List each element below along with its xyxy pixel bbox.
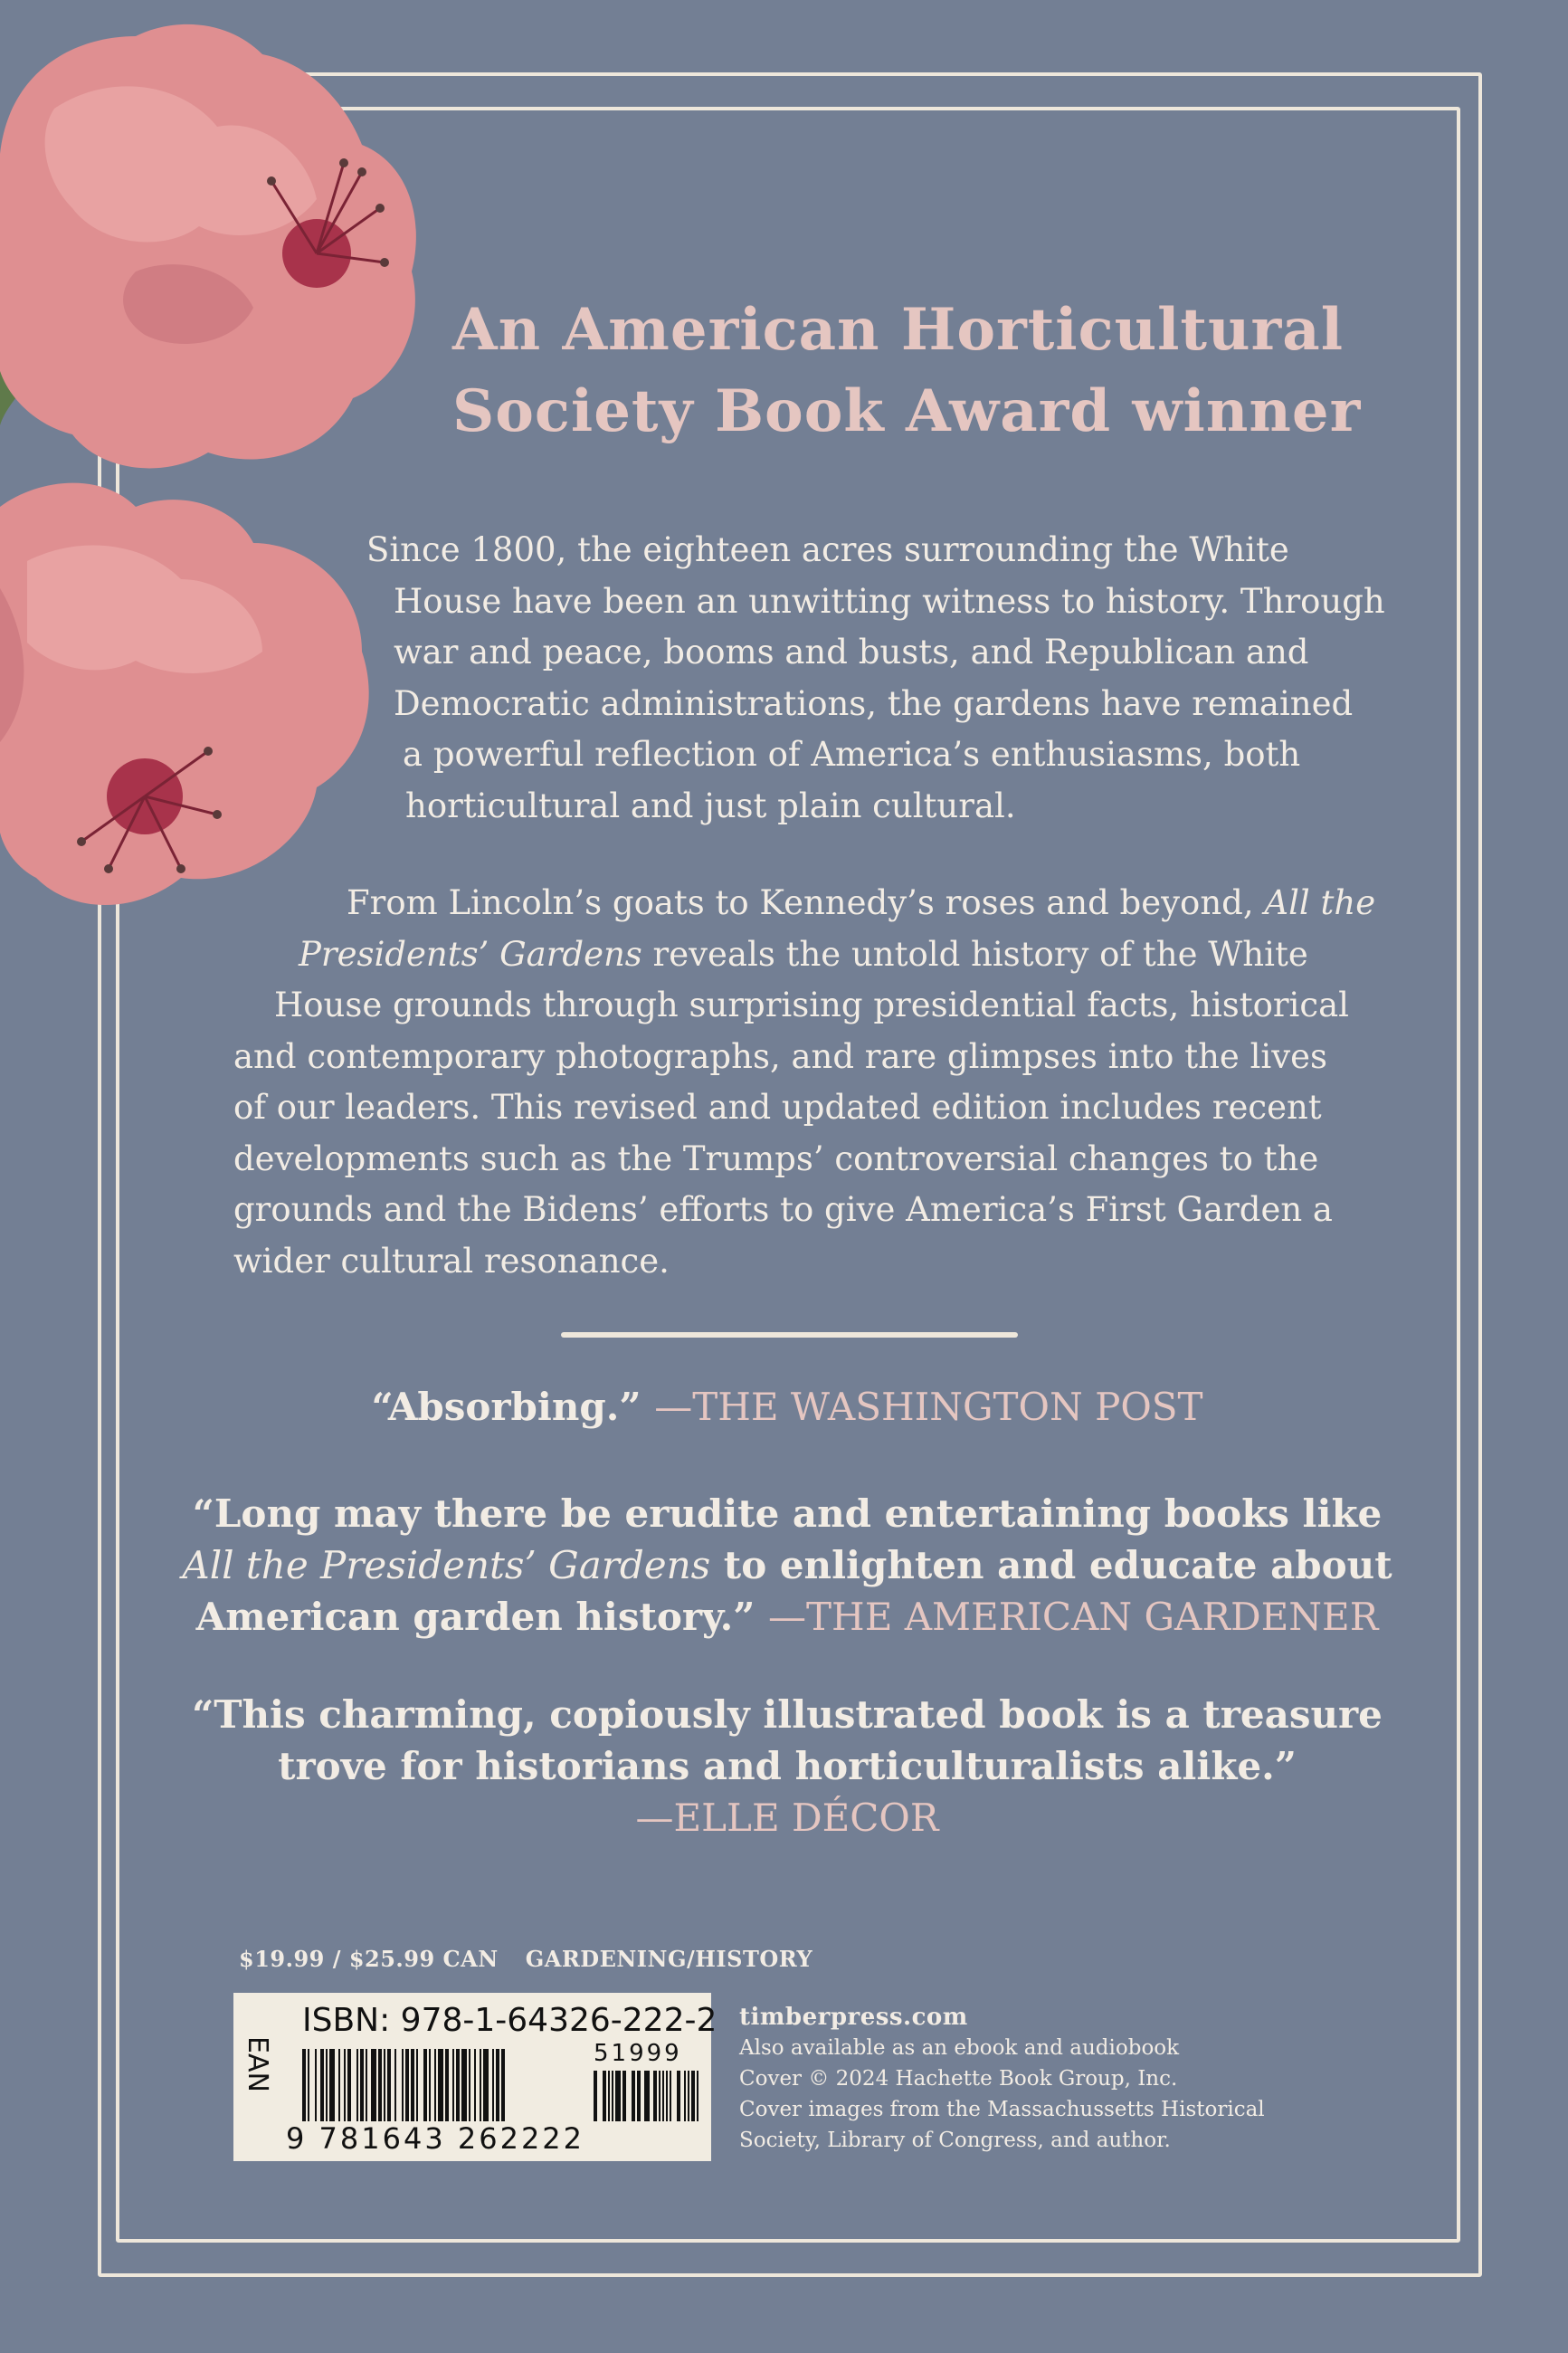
barcode-addon-digits: 51999 [594, 2040, 682, 2067]
barcode-addon-bar [659, 2071, 660, 2121]
ean-label: EAN [242, 2036, 273, 2092]
barcode-addon-bar [688, 2071, 689, 2121]
barcode-addon-bar [608, 2071, 610, 2121]
barcode-bar [411, 2049, 414, 2121]
barcode-addon-bar [670, 2071, 671, 2121]
review-quote-washington-post [163, 1381, 1411, 1433]
publisher-info-line: Also available as an ebook and audiobook [739, 2036, 1180, 2060]
barcode-bar [474, 2049, 476, 2121]
barcode-addon-bar [653, 2071, 657, 2121]
barcode-addon-bar [677, 2071, 680, 2121]
barcode-bar [360, 2049, 364, 2121]
quote-source: —THE WASHINGTON POST [654, 1385, 1203, 1429]
barcode-bar [302, 2049, 306, 2121]
quote-text: American garden history.” [195, 1595, 769, 1639]
barcode-bar [416, 2049, 418, 2121]
barcode-bar [344, 2049, 346, 2121]
blurb2-line: developments such as the Trumps’ controversial changes to the [233, 1138, 1319, 1178]
quote-text: “Long may there be erudite and entertaining books like [192, 1491, 1383, 1536]
barcode-addon-bar [637, 2071, 641, 2121]
barcode-bar [461, 2049, 467, 2121]
barcode-bar [320, 2049, 324, 2121]
barcode-bar [405, 2049, 409, 2121]
barcode-bar [434, 2049, 436, 2121]
award-line-2: Society Book Award winner [452, 377, 1362, 445]
description-paragraph-1 [366, 525, 1385, 832]
blurb1-line: horticultural and just plain cultural. [405, 786, 1016, 825]
price-line [239, 1946, 813, 1972]
blurb2-line: and contemporary photographs, and rare glimpses into the lives [233, 1036, 1328, 1076]
barcode-addon-bar [644, 2071, 650, 2121]
price-amount: $19.99 / $25.99 CAN [239, 1946, 499, 1972]
blurb2-line: of our leaders. This revised and updated edition includes recent [233, 1088, 1322, 1127]
quote-text: “Absorbing.” [371, 1385, 655, 1429]
barcode-bar [366, 2049, 367, 2121]
barcode-bar [326, 2049, 328, 2121]
blurb2-line: wider cultural resonance. [233, 1241, 670, 1281]
section-divider [561, 1332, 1018, 1338]
barcode-bar [384, 2049, 385, 2121]
barcode-bar [480, 2049, 481, 2121]
barcode-bar [496, 2049, 499, 2121]
barcode-addon-bar [603, 2071, 606, 2121]
barcode-bar [329, 2049, 335, 2121]
blurb2-line: House grounds through surprising presidential facts, historical [274, 986, 1349, 1024]
barcode-bar [423, 2049, 427, 2121]
barcode-addon-bar [666, 2071, 668, 2121]
barcode-bar [452, 2049, 454, 2121]
barcode-bar [356, 2049, 358, 2121]
review-quote-american-gardener [163, 1488, 1411, 1643]
barcode-bar [315, 2049, 317, 2121]
blurb1-line: Since 1800, the eighteen acres surrounding the White [366, 530, 1289, 569]
barcode-bar [438, 2049, 443, 2121]
quote-source: —ELLE DÉCOR [635, 1796, 939, 1840]
book-title-italic: All the [1264, 883, 1376, 922]
barcode-bar [483, 2049, 489, 2121]
award-line-1: An American Horticultural [452, 296, 1344, 364]
publisher-website: timberpress.com [739, 2004, 968, 2031]
blurb1-line: war and peace, booms and busts, and Republican and [394, 633, 1309, 672]
barcode-bar [378, 2049, 382, 2121]
barcode-bar [387, 2049, 391, 2121]
book-category: GARDENING/HISTORY [525, 1946, 813, 1972]
barcode-bar [394, 2049, 396, 2121]
publisher-info-line: Cover images from the Massachussetts Historical [739, 2098, 1265, 2121]
barcode-addon-bar [612, 2071, 613, 2121]
barcode-bar [402, 2049, 404, 2121]
barcode-bar [501, 2049, 505, 2121]
publisher-info [739, 2002, 1282, 2156]
quote-source: —THE AMERICAN GARDENER [768, 1595, 1379, 1639]
barcode-bar [371, 2049, 376, 2121]
review-quote-elle-decor [163, 1689, 1411, 1843]
book-title-italic: Presidents’ Gardens [299, 934, 642, 974]
barcode-bar [492, 2049, 494, 2121]
barcode-addon-bar [594, 2071, 597, 2121]
barcode-bar [347, 2049, 351, 2121]
barcode-addon-bar [632, 2071, 635, 2121]
barcode-addon-bar [691, 2071, 695, 2121]
publisher-info-line: Society, Library of Congress, and author. [739, 2129, 1171, 2152]
barcode-bar [338, 2049, 340, 2121]
quote-text: “This charming, copiously illustrated book is a treasure [192, 1692, 1383, 1737]
blurb2-line-1: From Lincoln’s goats to Kennedy’s roses and beyond, All the [347, 883, 1376, 922]
barcode-digits: 9 781643 262222 [286, 2121, 585, 2156]
blurb1-line: a powerful reflection of America’s enthusiasms, both [403, 735, 1301, 774]
barcode-addon-bar [697, 2071, 698, 2121]
barcode-box [233, 1993, 717, 2161]
description-paragraph-2 [233, 878, 1376, 1287]
blurb2-line: grounds and the Bidens’ efforts to give America’s First Garden a [233, 1190, 1333, 1229]
quote-text: to enlighten and educate about [710, 1543, 1392, 1587]
blurb1-line: Democratic administrations, the gardens have remained [394, 683, 1354, 723]
barcode-bar [469, 2049, 470, 2121]
blurb1-line: House have been an unwitting witness to history. Through [394, 581, 1385, 621]
barcode-bar [445, 2049, 449, 2121]
barcode-addon-bar [662, 2071, 664, 2121]
barcode-addon-bar [684, 2071, 686, 2121]
quote-text: trove for historians and horticulturalists alike.” [278, 1744, 1297, 1788]
isbn-number: ISBN: 978-1-64326-222-2 [302, 2002, 717, 2039]
blurb2-line-2: Presidents’ Gardens reveals the untold history of the White [299, 934, 1308, 974]
barcode-bar [429, 2049, 431, 2121]
award-heading [452, 290, 1384, 452]
barcode-bar [456, 2049, 460, 2121]
book-title-italic: All the Presidents’ Gardens [182, 1543, 711, 1587]
publisher-info-line: Cover © 2024 Hachette Book Group, Inc. [739, 2067, 1178, 2091]
barcode-addon-bar [615, 2071, 621, 2121]
barcode-bar [308, 2049, 309, 2121]
barcode-addon-bar [622, 2071, 626, 2121]
